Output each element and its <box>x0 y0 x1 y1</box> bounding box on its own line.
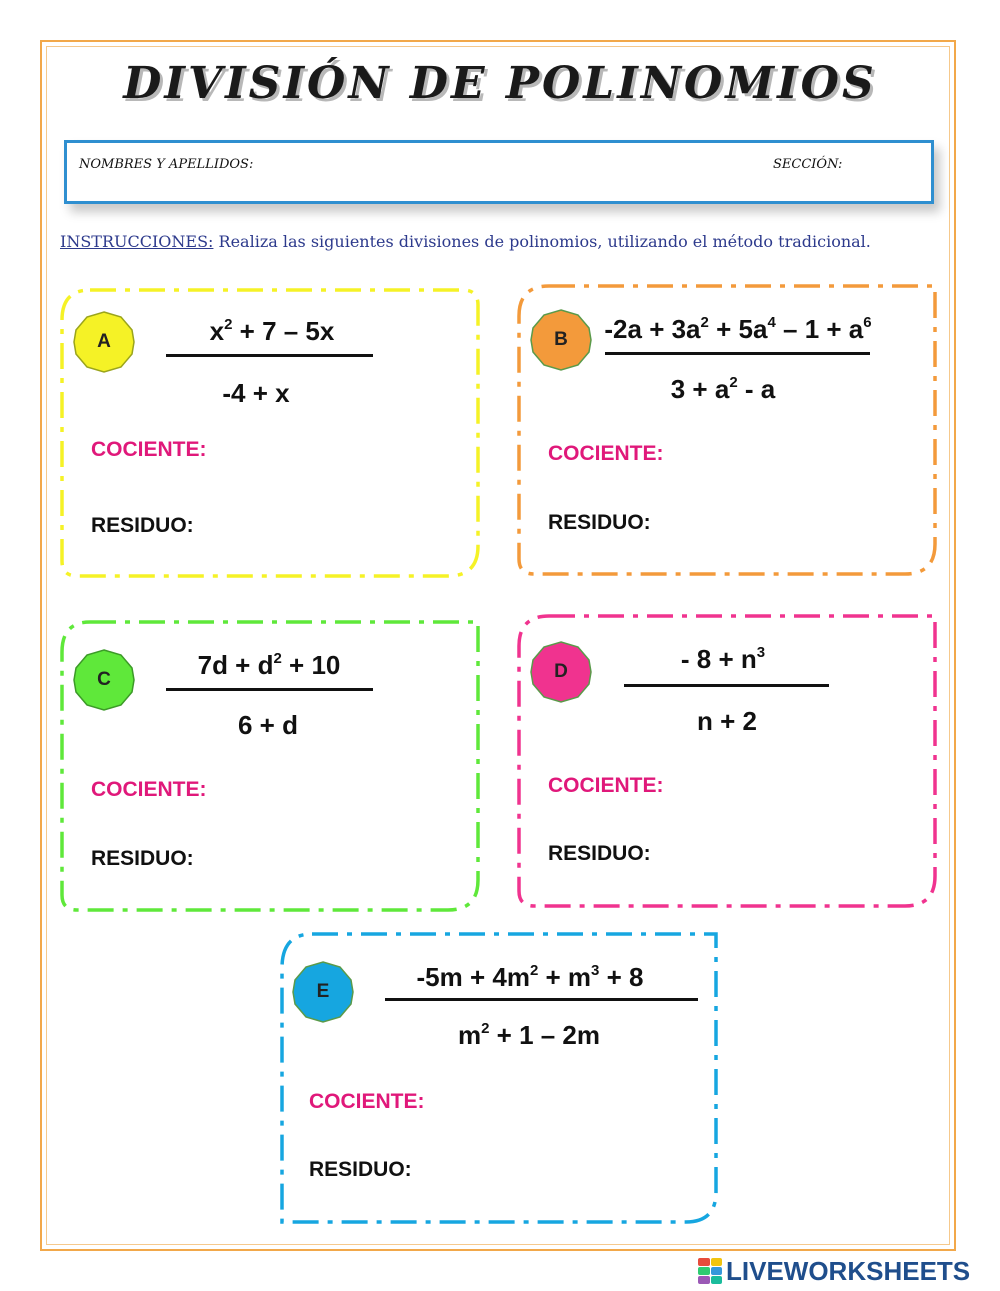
logo-mark-icon <box>698 1258 722 1284</box>
exercise-card-a <box>60 288 480 578</box>
denominator: -4 + x <box>222 378 290 408</box>
exercise-letter: A <box>97 331 111 352</box>
remainder-label: RESIDUO: <box>548 842 651 865</box>
remainder-label: RESIDUO: <box>91 514 194 537</box>
remainder-label: RESIDUO: <box>309 1158 412 1181</box>
page-title: DIVISIÓN DE POLINOMIOS <box>123 58 877 109</box>
names-label: NOMBRES Y APELLIDOS: <box>79 157 254 172</box>
numerator: $x^2 + 7 - 5x$ <box>209 316 335 346</box>
exercise-badge <box>72 310 136 374</box>
denominator: n + 2 <box>697 706 757 736</box>
quotient-label: COCIENTE: <box>309 1090 425 1113</box>
exercise-card-c <box>60 620 482 912</box>
exercise-card-b <box>517 284 939 576</box>
liveworksheets-logo[interactable] <box>698 1256 970 1286</box>
remainder-label: RESIDUO: <box>91 847 194 870</box>
denominator: $3 + a^2 - a$ <box>670 374 776 404</box>
numerator: - $8 + n^3$ <box>680 644 766 674</box>
student-info-box[interactable] <box>64 140 934 204</box>
instructions-text: Realiza las siguientes divisiones de polinomios, utilizando el método tradicional. <box>218 232 871 251</box>
numerator: $7d + d^2 + 10$ <box>197 650 341 680</box>
exercise-letter: B <box>554 329 568 350</box>
instructions-lead: INSTRUCCIONES: <box>60 232 214 251</box>
denominator: 6 + d <box>238 710 298 740</box>
exercise-letter: D <box>554 661 568 682</box>
quotient-label: COCIENTE: <box>548 774 664 797</box>
exercise-card-d <box>517 614 939 908</box>
exercise-badge <box>529 308 593 372</box>
fraction-bar <box>624 684 829 687</box>
fraction-bar <box>385 998 698 1001</box>
fraction-bar <box>166 688 373 691</box>
remainder-label: RESIDUO: <box>548 511 651 534</box>
exercise-badge <box>291 960 355 1024</box>
denominator: $m^2 + 1 - 2m$ <box>457 1020 601 1050</box>
section-label: SECCIÓN: <box>773 157 843 172</box>
quotient-label: COCIENTE: <box>91 438 207 461</box>
numerator: $-2a + 3a^2 + 5a^4 - 1 + a^6$ <box>604 314 872 344</box>
exercise-badge <box>72 648 136 712</box>
fraction-bar <box>166 354 373 357</box>
exercise-card-e <box>278 932 720 1224</box>
exercise-letter: E <box>316 981 330 1002</box>
quotient-label: COCIENTE: <box>91 778 207 801</box>
numerator: $-5m + 4m^2 + m^3 + 8$ <box>416 962 644 992</box>
fraction-bar <box>605 352 870 355</box>
exercise-letter: C <box>97 669 111 690</box>
quotient-label: COCIENTE: <box>548 442 664 465</box>
instructions <box>60 232 871 251</box>
brand-name: LIVEWORKSHEETS <box>726 1255 971 1286</box>
exercise-badge <box>529 640 593 704</box>
